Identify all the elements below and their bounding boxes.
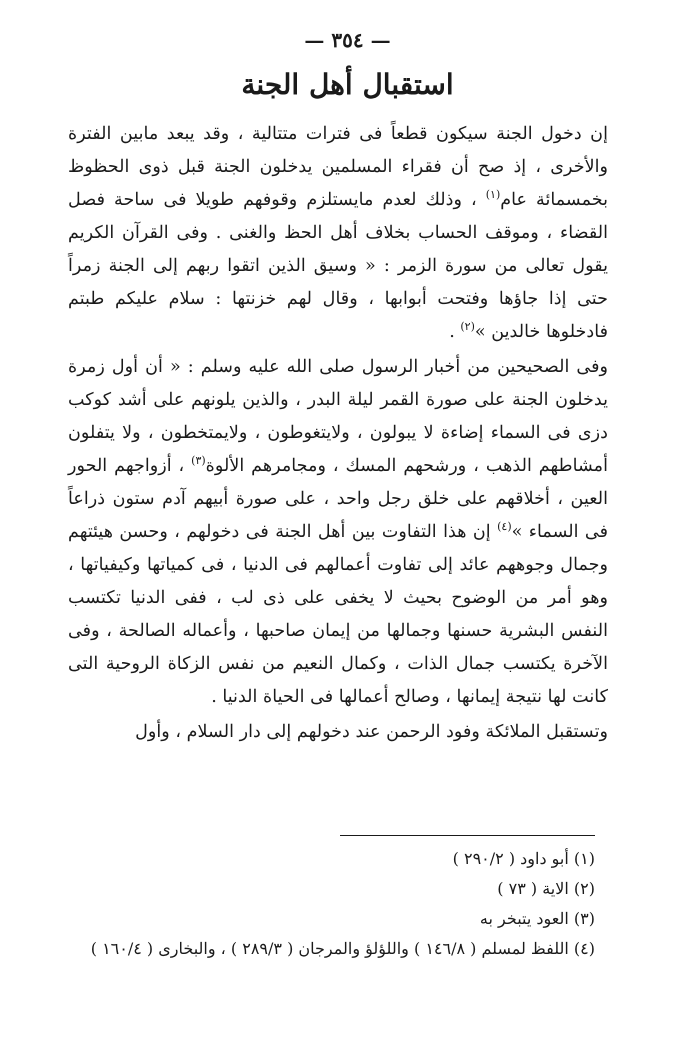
page-number: — ٣٥٤ — — [304, 28, 391, 52]
footnote: (٢) الاية ( ٧٣ ) — [497, 879, 595, 898]
footnote-reference: (٤) — [497, 520, 512, 534]
paragraph — [68, 716, 608, 749]
footnote-reference: (١) — [485, 188, 501, 202]
paragraph-text: إن دخول الجنة سيكون قطعاً فى فترات متتالية ، وقد يبعد مابين الفترة والأخرى ، إذ صح أن فقراء المسلمين يدخلون الجنة قبل ذوى الحظوظ بخمسمائة عام — [68, 124, 608, 210]
paragraph-text: وفى الصحيحين من أخبار الرسول صلى الله عليه وسلم : « أن أول زمرة يدخلون الجنة على صورة القمر ليلة البدر ، والذين يلونهم على أشد كوكب دزى فى السماء إضاءة لا يبولون ، ولايتغوطون ، ولايمتخطون ، ولا يتفلون أمشاطهم الذهب ، ورشحهم المسك ، ومجامرهم الألوة — [68, 357, 608, 476]
body-text — [68, 118, 608, 749]
footnotes — [68, 844, 595, 964]
footnote: (٣) العود يتبخر به — [479, 909, 595, 928]
paragraph — [68, 351, 608, 714]
paragraph-text: ، وذلك لعدم مايستلزم وقوفهم طويلا فى ساحة فصل القضاء ، وموقف الحساب بخلاف أهل الحظ والغنى . وفى القرآن الكريم يقول تعالى من سورة الزمر : « وسيق الذين اتقوا ربهم إلى الجنة زمراً حتى إذا جاؤها وفتحت أبوابها ، وقال لهم خزنتها : سلام عليكم طبتم فادخلوها خالدين » — [68, 190, 608, 342]
footnote-reference: (٢) — [460, 320, 475, 334]
footnote-divider — [340, 835, 595, 836]
chapter-title: استقبال أهل الجنة — [241, 68, 454, 101]
footnote: (١) أبو داود ( ٢٩٠/٢ ) — [452, 849, 595, 868]
paragraph-text: . — [449, 322, 461, 342]
paragraph-text: إن هذا التفاوت بين أهل الجنة فى دخولهم ، وحسن هيئتهم وجمال وجوههم عائد إلى تفاوت أعمالهم فى الدنيا ، فى كمياتها وكيفياتها ، وهو أمر من الوضوح بحيث لا يخفى على ذى لب ، ففى الدنيا تكتسب النفس البشرية حسنها وجمالها من إيمان صاحبها ، وأعماله الصالحة ، وفى الآخرة يكتسب جمال الذات ، وكمال النعيم من نفس الزكاة الروحية التى كانت لها نتيجة إيمانها ، وصالح أعمالها فى الحياة الدنيا . — [68, 522, 608, 707]
footnote-reference: (٣) — [191, 454, 206, 468]
paragraph-text: ، أزواجهم الحور العين ، أخلاقهم على خلق رجل واحد ، على صورة أبيهم آدم ستون ذراعاً فى السماء » — [68, 456, 608, 542]
footnote: (٤) اللفظ لمسلم ( ١٤٦/٨ ) واللؤلؤ والمرجان ( ٢٨٩/٣ ) ، والبخارى ( ١٦٠/٤ ) — [90, 939, 595, 958]
paragraph-text: وتستقبل الملائكة وفود الرحمن عند دخولهم إلى دار السلام ، وأول — [135, 722, 608, 742]
paragraph — [68, 118, 608, 349]
